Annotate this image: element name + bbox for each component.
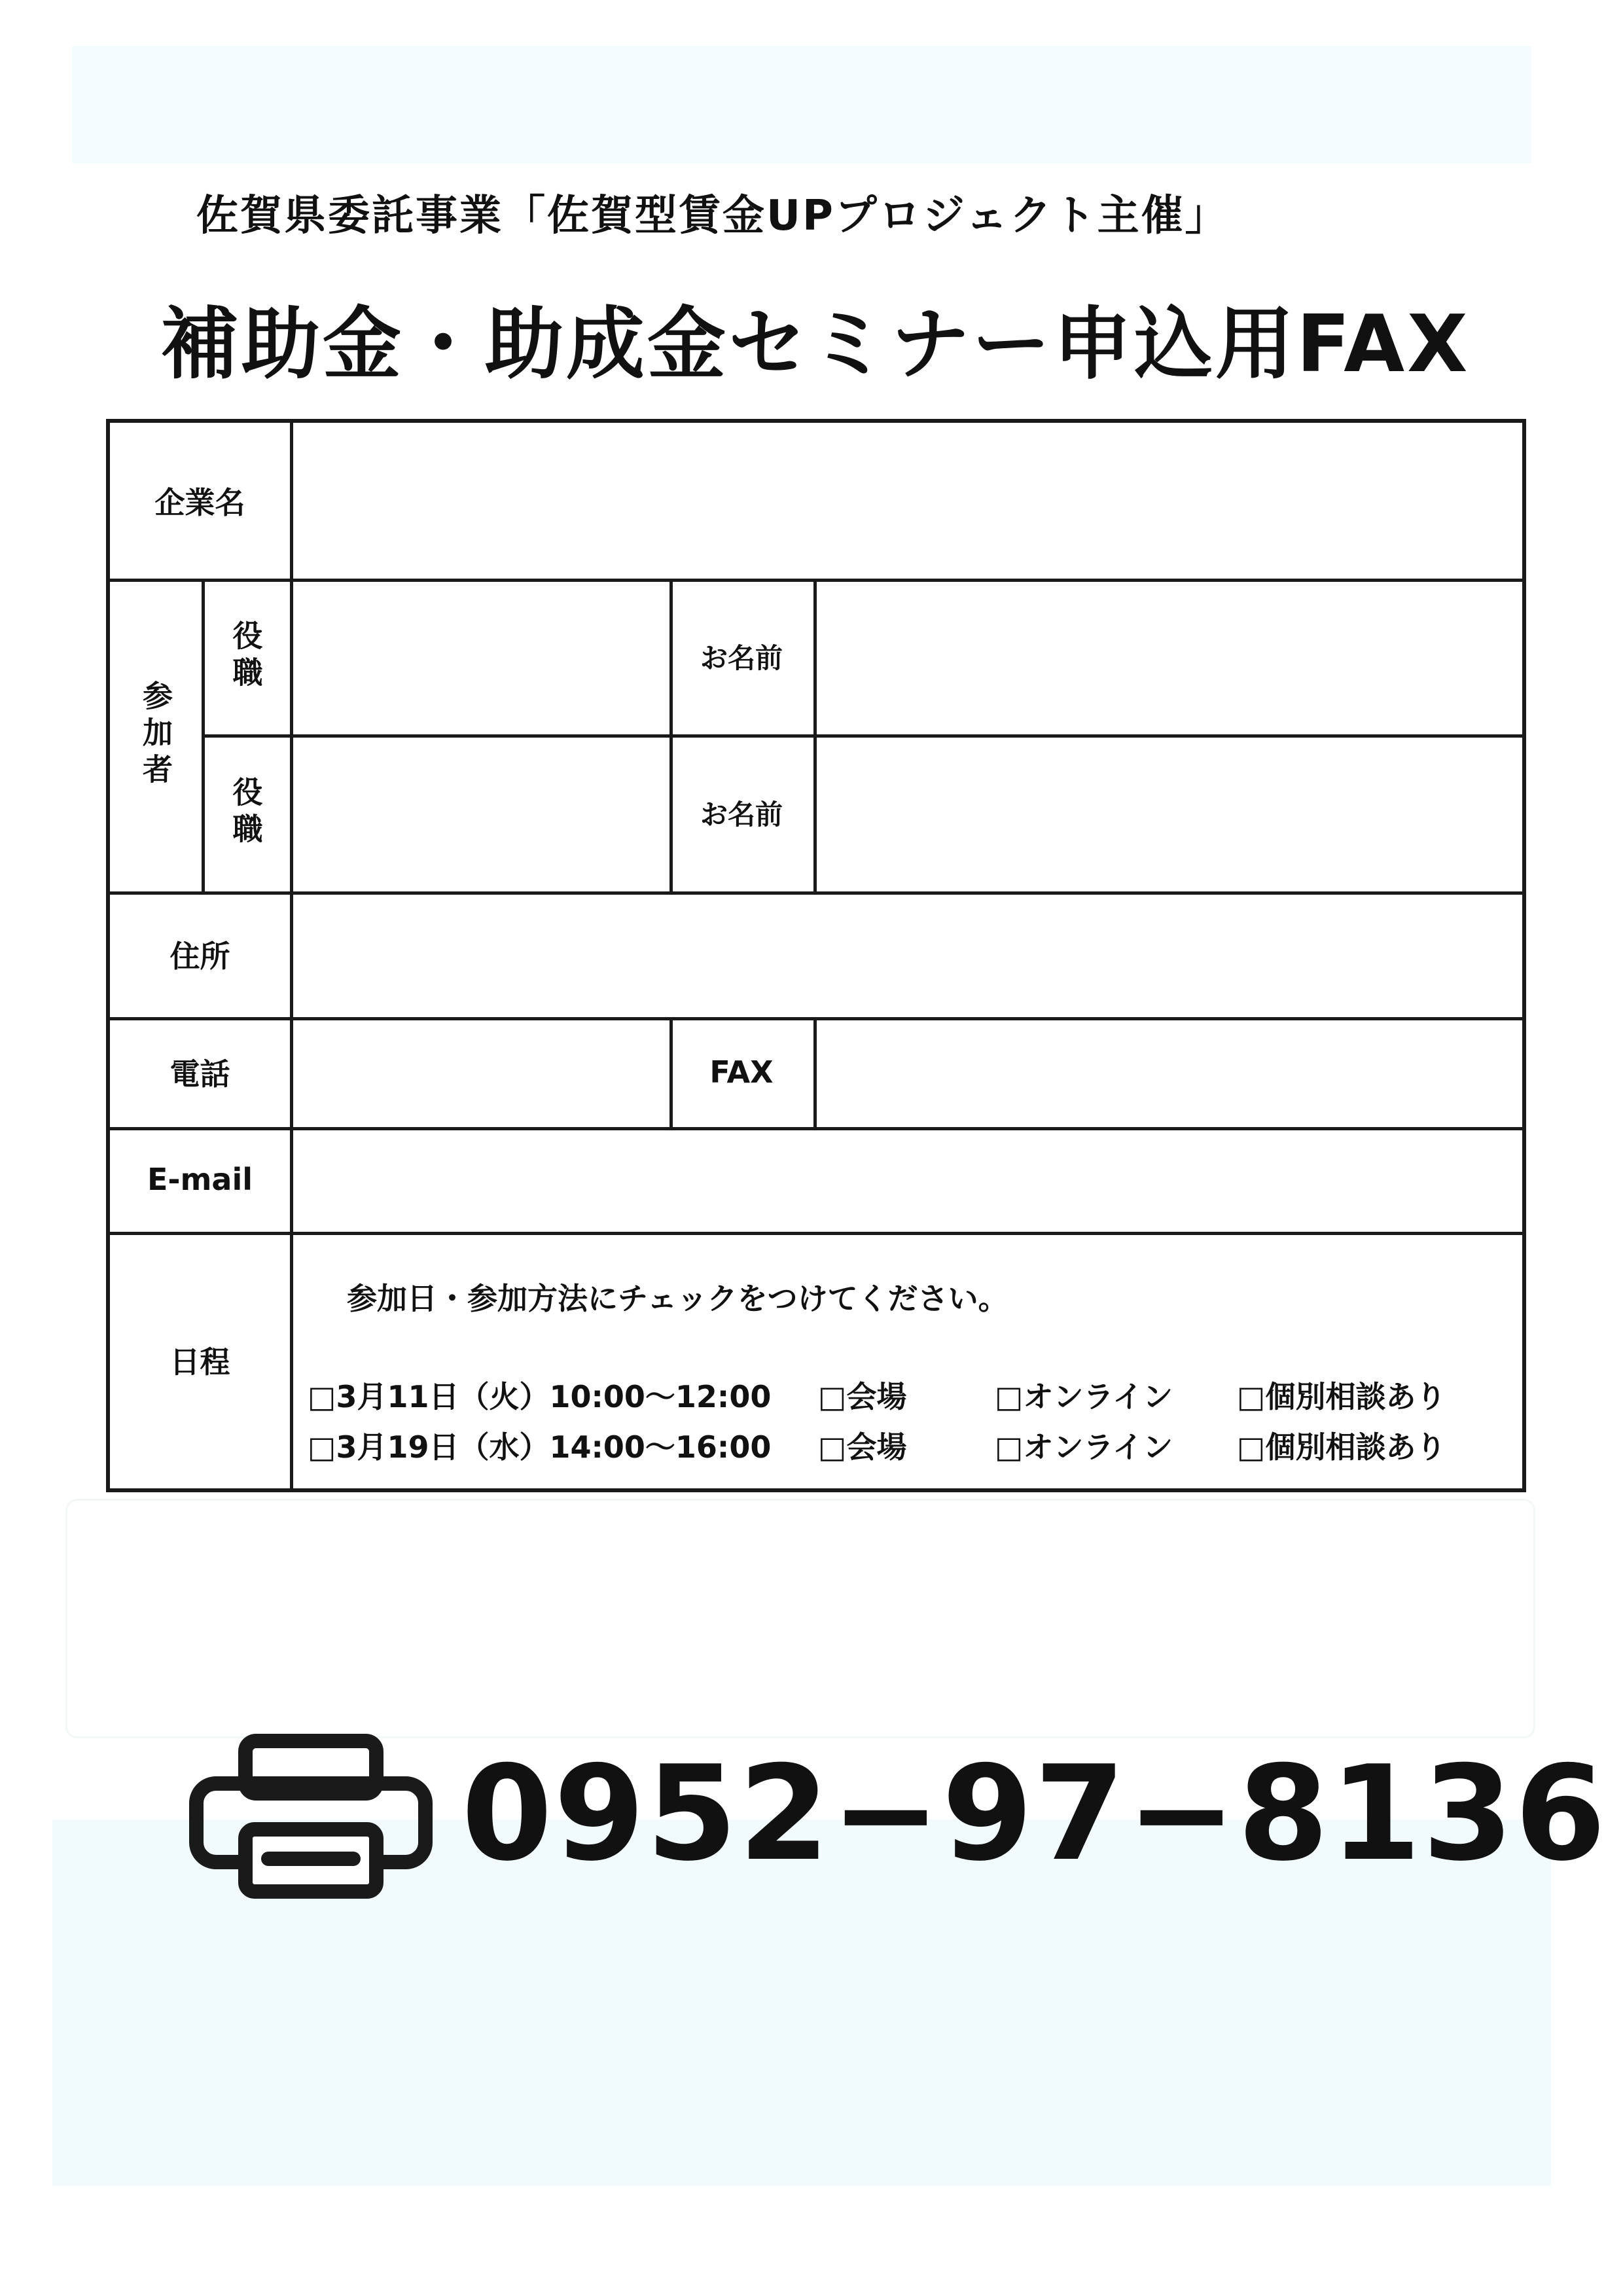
fax-number-block (187, 1731, 1607, 1901)
online-checkbox-2[interactable]: □オンライン (995, 1429, 1173, 1465)
phone-field[interactable] (293, 1020, 666, 1124)
consult-checkbox-2[interactable]: □個別相談あり (1237, 1429, 1446, 1465)
application-form (106, 419, 1526, 1492)
page-title: 補助金・助成金セミナー申込用FAX (160, 299, 1471, 390)
name-label-1: お名前 (700, 642, 783, 674)
email-field[interactable] (293, 1130, 1519, 1229)
position-field-1[interactable] (293, 582, 666, 731)
name-field-2[interactable] (817, 738, 1519, 888)
participants-label: 参加者 (138, 680, 173, 790)
venue-checkbox-1[interactable]: □会場 (818, 1379, 907, 1414)
company-name-label: 企業名 (154, 485, 245, 520)
name-field-1[interactable] (817, 582, 1519, 731)
name-label-2: お名前 (700, 798, 783, 831)
row-divider (110, 1232, 1522, 1235)
fax-number: 0952−97−8136 (461, 1738, 1607, 1890)
address-label: 住所 (169, 939, 230, 974)
session-date-checkbox-1[interactable]: □3月11日（火）10:00〜12:00 (308, 1379, 772, 1414)
email-label: E-mail (147, 1162, 253, 1197)
position-label-1: 役職 (228, 620, 264, 693)
position-field-2[interactable] (293, 738, 666, 888)
fax-machine-icon (187, 1731, 435, 1901)
background-bleed-top (72, 46, 1531, 164)
consult-checkbox-1[interactable]: □個別相談あり (1237, 1379, 1446, 1414)
online-checkbox-1[interactable]: □オンライン (995, 1379, 1173, 1414)
position-label-2: 役職 (228, 776, 264, 850)
fax-label: FAX (709, 1054, 774, 1090)
schedule-instruction: 参加日・参加方法にチェックをつけてください。 (347, 1281, 1008, 1316)
session-date-checkbox-2[interactable]: □3月19日（水）14:00〜16:00 (308, 1429, 772, 1465)
fax-field[interactable] (817, 1020, 1519, 1124)
phone-label: 電話 (169, 1056, 230, 1092)
schedule-label: 日程 (169, 1344, 230, 1380)
venue-checkbox-2[interactable]: □会場 (818, 1429, 907, 1465)
address-field[interactable] (293, 895, 1519, 1014)
sponsor-subtitle: 佐賀県委託事業「佐賀型賃金UPプロジェクト主催」 (196, 192, 1229, 240)
company-name-field[interactable] (293, 426, 1519, 575)
background-bleed-middle (65, 1499, 1535, 1738)
